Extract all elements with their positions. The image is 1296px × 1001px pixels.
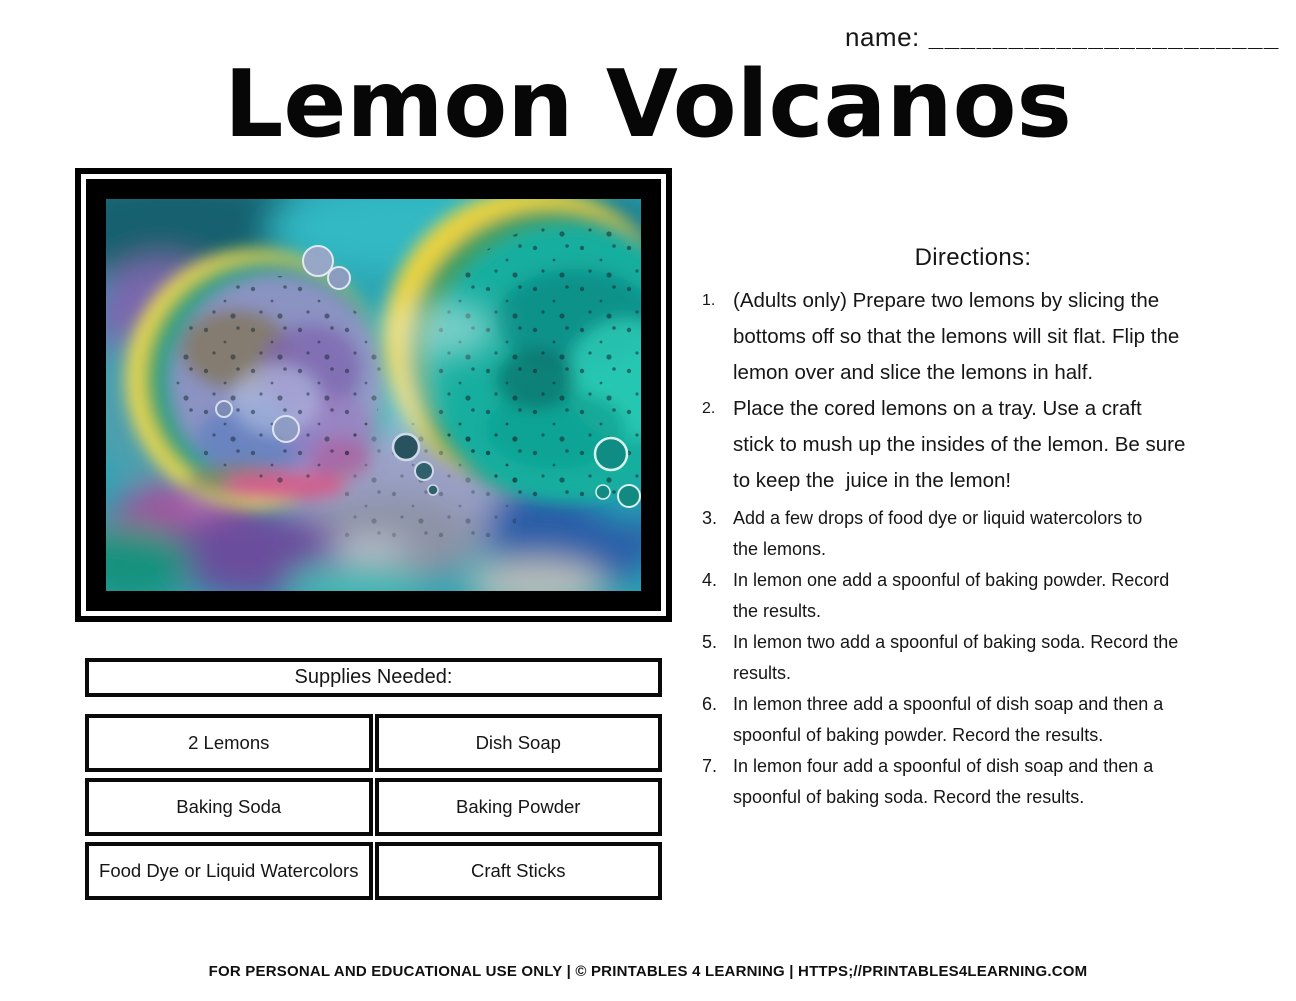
direction-number: 2. [702, 400, 716, 417]
name-label: name: [845, 22, 920, 52]
direction-number: 7. [702, 756, 718, 776]
direction-text: In lemon three add a spoonful of dish soap and then a spoonful of baking powder. Record the results. [733, 694, 1164, 745]
supply-cell: Food Dye or Liquid Watercolors [85, 842, 373, 900]
name-blank-line: ______________________ [928, 22, 1280, 52]
direction-item [690, 565, 1256, 627]
page-title: Lemon Volcanos [224, 50, 1072, 158]
direction-number: 1. [702, 292, 716, 309]
directions-list [690, 283, 1256, 813]
direction-text: In lemon one add a spoonful of baking powder. Record the results. [733, 570, 1170, 621]
supply-cell: 2 Lemons [85, 714, 373, 772]
direction-item [690, 627, 1256, 689]
direction-number: 6. [702, 694, 718, 714]
supply-cell: Craft Sticks [375, 842, 663, 900]
directions-heading: Directions: [914, 244, 1032, 271]
direction-text: Add a few drops of food dye or liquid watercolors to the lemons. [733, 508, 1143, 559]
supply-cell: Baking Powder [375, 778, 663, 836]
photo-frame [75, 168, 672, 622]
direction-text: (Adults only) Prepare two lemons by slicing the bottoms off so that the lemons will sit flat. Flip the lemon over and slice the lemons in half. [733, 289, 1180, 384]
name-row [845, 22, 1280, 53]
direction-item [690, 283, 1256, 391]
direction-number: 3. [702, 508, 718, 528]
direction-number: 5. [702, 632, 718, 652]
direction-item [690, 689, 1256, 751]
direction-text: In lemon two add a spoonful of baking soda. Record the results. [733, 632, 1179, 683]
direction-item [690, 391, 1256, 499]
supplies-grid [85, 714, 662, 900]
supply-cell: Baking Soda [85, 778, 373, 836]
direction-text: In lemon four add a spoonful of dish soap and then a spoonful of baking soda. Record the results. [733, 756, 1154, 807]
supplies-header-box [85, 658, 662, 697]
direction-text: Place the cored lemons on a tray. Use a craft stick to mush up the insides of the lemon. Be sure to keep the juice in the lemon! [733, 397, 1186, 492]
direction-number: 4. [702, 570, 718, 590]
lemon-volcano-photo [106, 199, 641, 591]
footer-credit: FOR PERSONAL AND EDUCATIONAL USE ONLY | © PRINTABLES 4 LEARNING | HTTPS;//PRINTABLES4LEARNING.COM [208, 963, 1088, 980]
direction-item [690, 503, 1256, 565]
supply-cell: Dish Soap [375, 714, 663, 772]
directions-section [690, 243, 1256, 813]
supplies-heading: Supplies Needed: [294, 666, 453, 688]
photo-mat [86, 179, 661, 611]
direction-item [690, 751, 1256, 813]
